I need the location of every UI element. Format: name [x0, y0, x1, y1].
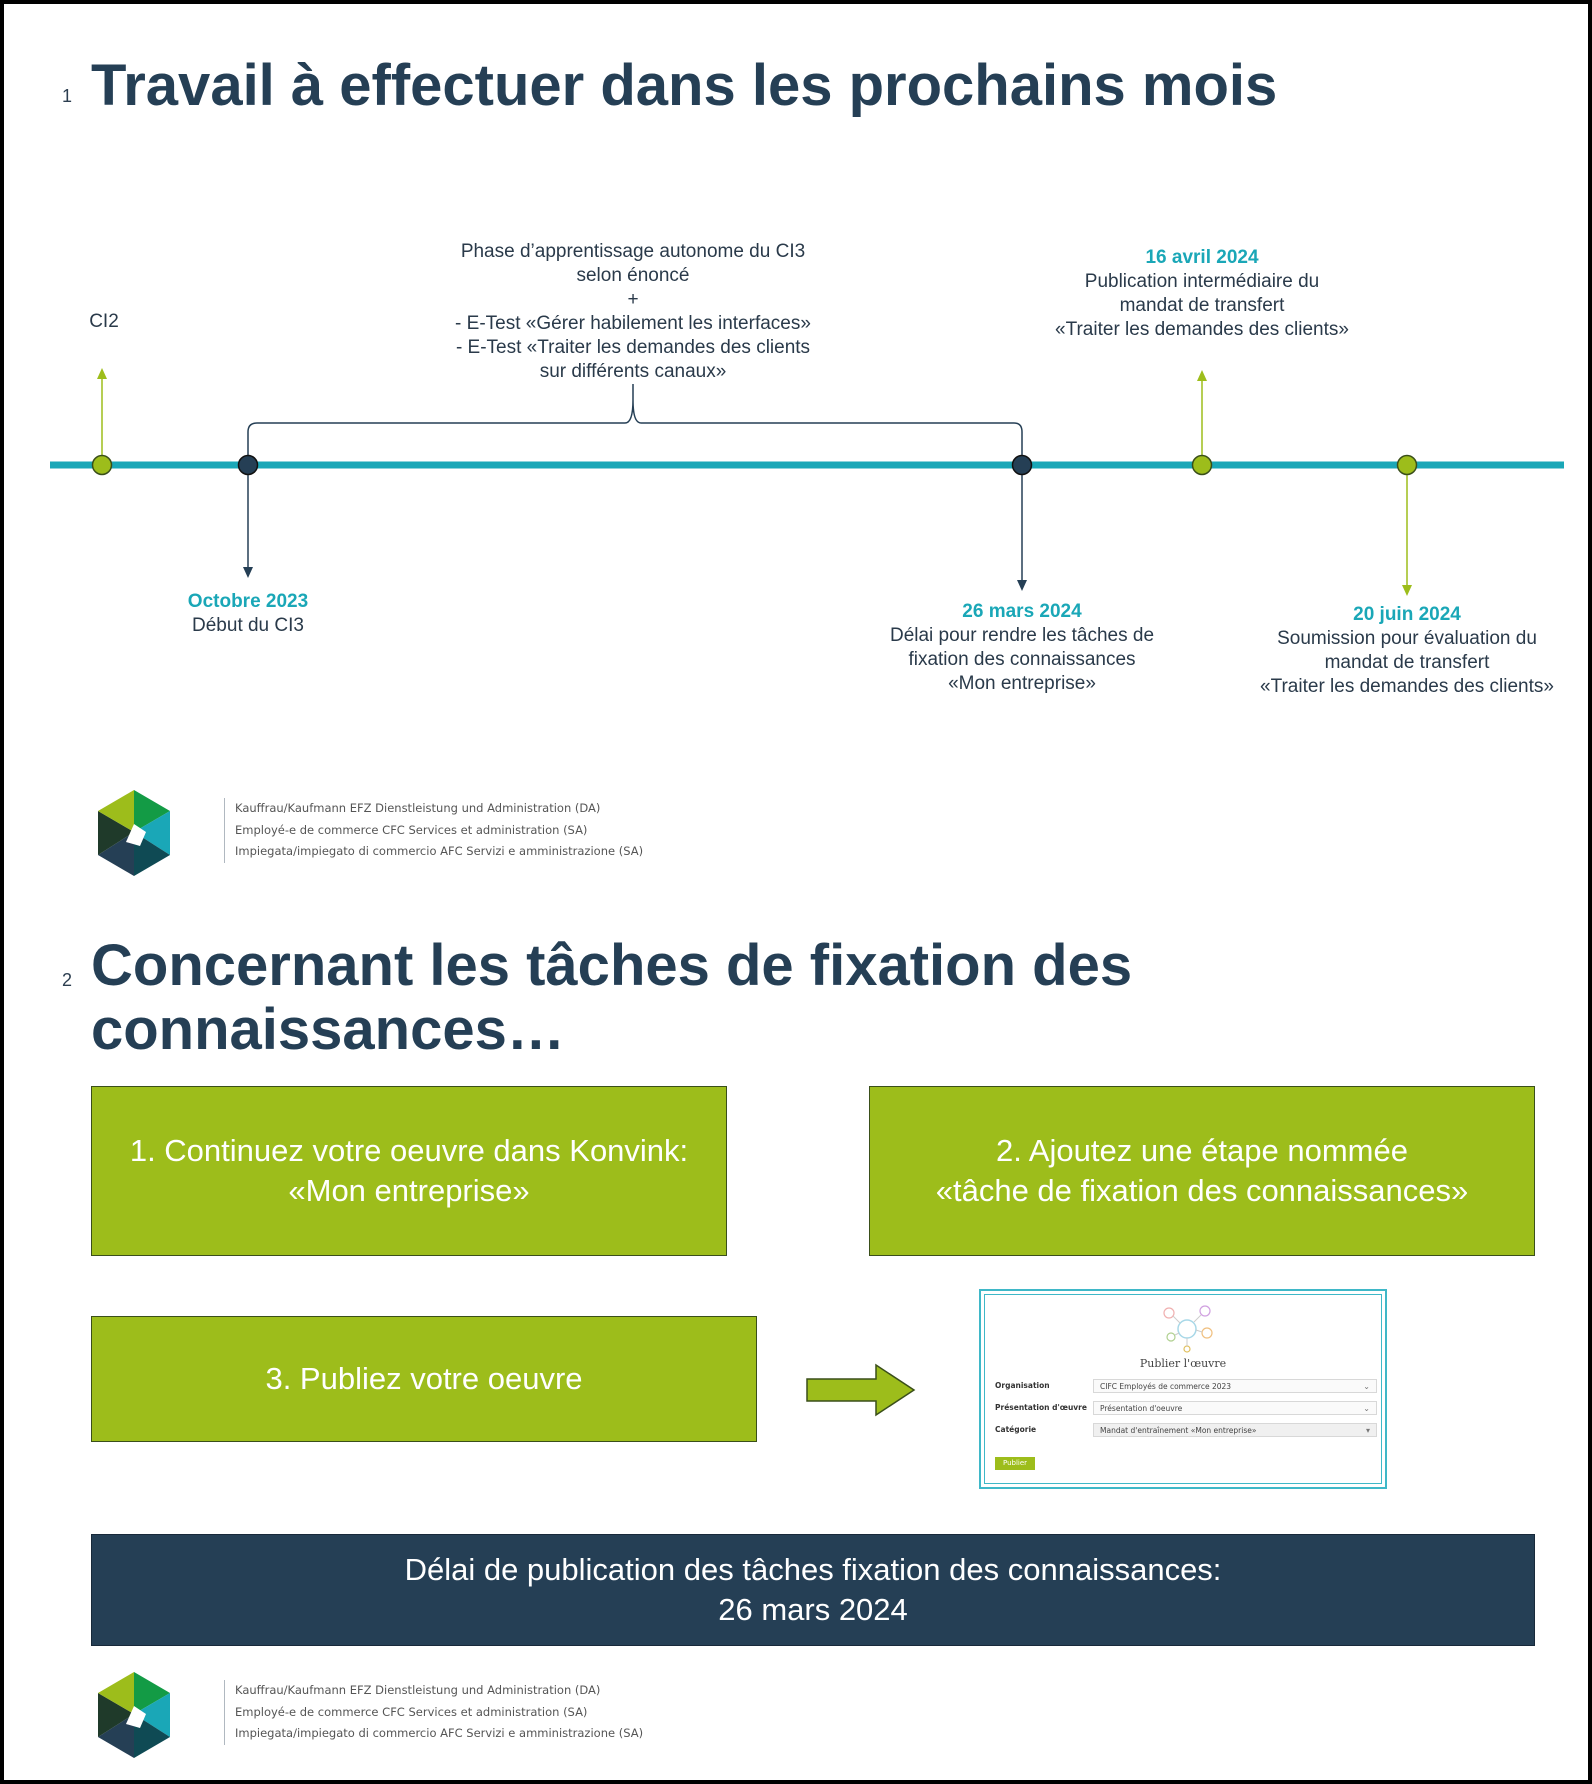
caret-down-icon: ▾	[1365, 1426, 1370, 1435]
milestone-mar2024	[872, 600, 1172, 696]
publish-screenshot	[979, 1289, 1387, 1489]
phase-label-line: - E-Test «Gérer habilement les interfaces»	[455, 313, 811, 334]
milestone-date: 16 avril 2024	[1145, 247, 1259, 268]
footer-line: Employé-e de commerce CFC Services et administration (SA)	[235, 822, 588, 837]
deadline-box	[91, 1534, 1535, 1646]
chevron-down-icon: ⌄	[1363, 1382, 1370, 1391]
milestone-date: 26 mars 2024	[962, 601, 1082, 622]
publish-title: Publier l'œuvre	[1139, 1357, 1227, 1370]
publish-screenshot-frame	[984, 1294, 1382, 1484]
milestone-dot-oct2023	[239, 456, 258, 475]
milestone-text: Début du CI3	[192, 615, 304, 636]
milestone-apr2024	[1042, 246, 1362, 342]
field-label: Organisation	[995, 1381, 1050, 1390]
phase-label-line: - E-Test «Traiter les demandes des clients	[455, 337, 811, 358]
step3-box	[91, 1316, 757, 1442]
step2-line1: 2. Ajoutez une étape nommée	[996, 1133, 1408, 1168]
milestone-ci2-label: CI2	[89, 311, 119, 332]
milestone-text: mandat de transfert	[1324, 652, 1490, 673]
organisation-select[interactable]	[1093, 1379, 1377, 1393]
step1-line2: «Mon entreprise»	[288, 1173, 530, 1208]
milestone-dot-jun2024	[1398, 456, 1417, 475]
slide1-title: Travail à effectuer dans les prochains mois	[91, 53, 1278, 118]
slide-number-1: 1	[62, 86, 73, 106]
milestone-text: Publication intermédiaire du	[1084, 271, 1320, 292]
arrow-up-icon	[1197, 370, 1207, 456]
step3-text: 3. Publiez votre oeuvre	[265, 1361, 583, 1396]
footer-line: Impiegata/impiegato di commercio AFC Servizi e amministrazione (SA)	[235, 1726, 644, 1740]
phase-label-line: +	[627, 289, 639, 310]
step2-line2: «tâche de fixation des connaissances»	[935, 1173, 1469, 1208]
step2-box	[869, 1086, 1535, 1256]
page	[4, 4, 1588, 1780]
footer-line: Employé-e de commerce CFC Services et administration (SA)	[235, 1704, 588, 1719]
phase-brace	[248, 384, 1022, 455]
milestone-text: mandat de transfert	[1119, 295, 1285, 316]
slide2-title: Concernant les tâches de fixation des connaissances…	[91, 933, 1133, 1062]
milestone-oct2023	[128, 590, 368, 638]
milestone-text: fixation des connaissances	[908, 649, 1136, 670]
deadline-line1: Délai de publication des tâches fixation des connaissances:	[404, 1552, 1222, 1587]
logo-icon	[94, 788, 174, 878]
milestone-date: 20 juin 2024	[1353, 604, 1461, 625]
milestone-text: «Traiter les demandes des clients»	[1260, 676, 1554, 697]
footer-line: Kauffrau/Kaufmann EFZ Dienstleistung und Administration (DA)	[235, 1683, 601, 1697]
footer-line: Impiegata/impiegato di commercio AFC Servizi e amministrazione (SA)	[235, 844, 644, 858]
milestone-text: «Traiter les demandes des clients»	[1055, 319, 1349, 340]
slide-number-2: 2	[62, 970, 73, 990]
logo-icon	[94, 1670, 174, 1760]
footer-line: Kauffrau/Kaufmann EFZ Dienstleistung und Administration (DA)	[235, 801, 601, 815]
arrow-down-icon	[1402, 474, 1412, 596]
milestone-text: «Mon entreprise»	[948, 673, 1096, 694]
network-icon	[1161, 1303, 1213, 1353]
arrow-down-icon	[243, 474, 253, 578]
arrow-up-icon	[97, 368, 107, 456]
chevron-down-icon: ⌄	[1363, 1404, 1370, 1413]
milestone-dot-apr2024	[1193, 456, 1212, 475]
milestone-text: Délai pour rendre les tâches de	[889, 625, 1155, 646]
presentation-select[interactable]	[1093, 1401, 1377, 1415]
select-value: CIFC Employés de commerce 2023	[1100, 1382, 1232, 1391]
select-value: Présentation d'oeuvre	[1100, 1404, 1183, 1413]
milestone-date: Octobre 2023	[187, 591, 309, 612]
category-select[interactable]	[1093, 1423, 1377, 1437]
phase-label-line: selon énoncé	[576, 265, 690, 286]
field-label: Catégorie	[995, 1425, 1037, 1434]
footer-text	[224, 798, 643, 863]
milestone-jun2024	[1247, 603, 1567, 699]
arrow-down-icon	[1017, 474, 1027, 591]
milestone-text: Soumission pour évaluation du	[1277, 628, 1537, 649]
step1-line1: 1. Continuez votre oeuvre dans Konvink:	[129, 1133, 689, 1168]
publish-button[interactable]: Publier	[995, 1457, 1035, 1470]
milestone-dot-mar2024	[1013, 456, 1032, 475]
arrow-right-icon	[804, 1362, 920, 1418]
step1-box	[91, 1086, 727, 1256]
phase-label-line: sur différents canaux»	[539, 361, 727, 382]
phase-label-line: Phase d’apprentissage autonome du CI3	[460, 241, 806, 262]
select-value: Mandat d'entraînement «Mon entreprise»	[1100, 1426, 1257, 1435]
milestone-dot-ci2	[93, 456, 112, 475]
deadline-line2: 26 mars 2024	[718, 1592, 908, 1627]
field-label: Présentation d'œuvre	[995, 1403, 1087, 1412]
footer-text	[224, 1680, 643, 1745]
phase-label	[424, 240, 842, 384]
